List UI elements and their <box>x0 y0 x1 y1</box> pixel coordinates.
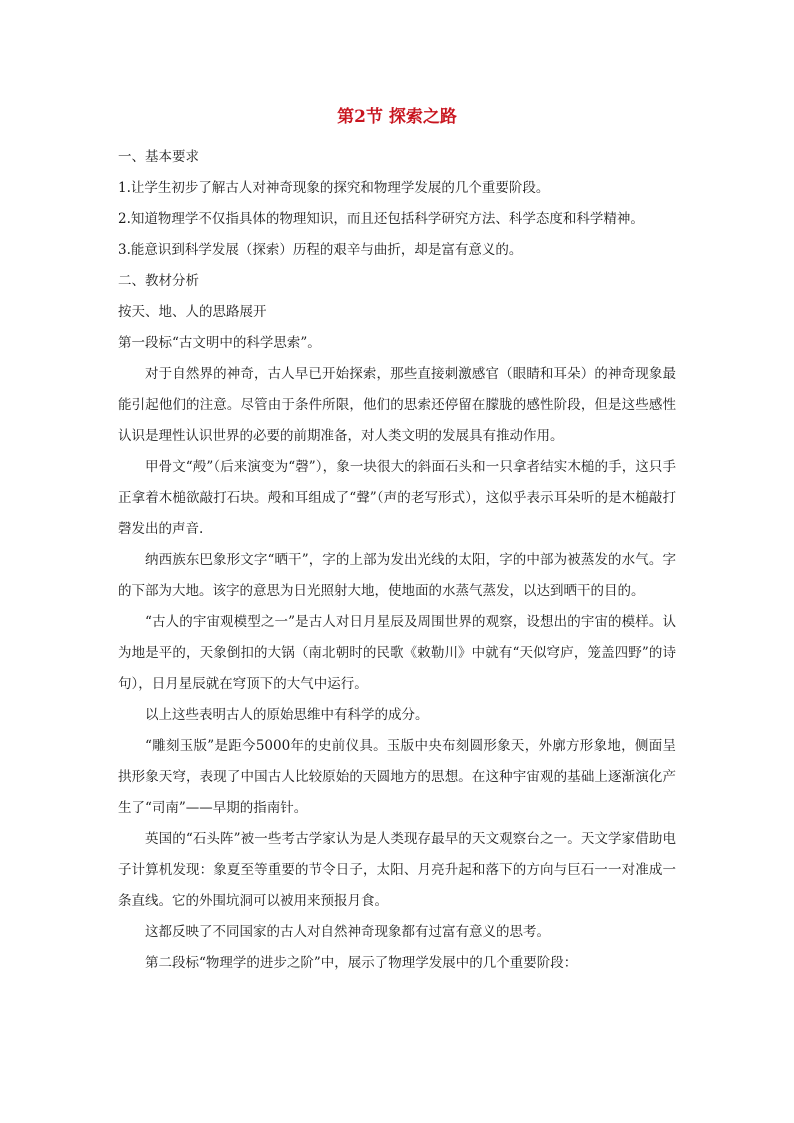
body-paragraph: “雕刻玉版”是距今5000年的史前仪具。玉版中央布刻圆形象天，外廓方形象地，侧面呈拱形象天穹，表现了中国古人比较原始的天圆地方的思想。在这种宇宙观的基础上逐渐演化产生了“司南”——早期的指南针。 <box>118 738 676 816</box>
segment-title: 第一段标“古文明中的科学思索”。 <box>118 335 321 351</box>
section-heading-basic-requirements: 一、基本要求 <box>118 149 199 165</box>
body-paragraph: 以上这些表明古人的原始思维中有科学的成分。 <box>145 707 429 723</box>
body-paragraph: 这都反映了不同国家的古人对自然神奇现象都有过富有意义的思考。 <box>145 924 550 940</box>
document-body <box>118 142 676 979</box>
section-heading-textbook-analysis: 二、教材分析 <box>118 273 199 289</box>
body-paragraph: 对于自然界的神奇，古人早已开始探索，那些直接刺激感官（眼睛和耳朵）的神奇现象最能引起他们的注意。尽管由于条件所限，他们的思索还停留在朦胧的感性阶段，但是这些感性认识是理性认识世界的必要的前期准备，对人类文明的发展具有推动作用。 <box>118 366 676 444</box>
page-title: 第2节 探索之路 <box>337 107 457 127</box>
body-paragraph: “古人的宇宙观模型之一”是古人对日月星辰及周围世界的观察，设想出的宇宙的模样。认为地是平的，天象倒扣的大锅（南北朝时的民歌《敕勒川》中就有“天似穹庐，笼盖四野”的诗句），日月星辰就在穹顶下的大气中运行。 <box>118 614 676 692</box>
requirement-item: 2.知道物理学不仅指具体的物理知识，而且还包括科学研究方法、科学态度和科学精神。 <box>118 211 644 227</box>
body-paragraph: 纳西族东巴象形文字“晒干”，字的上部为发出光线的太阳，字的中部为被蒸发的水气。字的下部为大地。该字的意思为日光照射大地，使地面的水蒸气蒸发，以达到晒干的目的。 <box>118 552 676 599</box>
requirement-item: 1.让学生初步了解古人对神奇现象的探究和物理学发展的几个重要阶段。 <box>118 180 550 196</box>
body-paragraph: 英国的“石头阵”被一些考古学家认为是人类现存最早的天文观察台之一。天文学家借助电子计算机发现：象夏至等重要的节令日子，太阳、月亮升起和落下的方向与巨石一一对准成一条直线。它的外围坑洞可以被用来预报月食。 <box>118 831 676 909</box>
requirement-item: 3.能意识到科学发展（探索）历程的艰辛与曲折，却是富有意义的。 <box>118 242 523 258</box>
outline-line: 按天、地、人的思路展开 <box>118 304 267 320</box>
body-paragraph: 甲骨文“殸”（后来演变为“磬”），象一块很大的斜面石头和一只拿者结实木槌的手，这只手正拿着木槌欲敲打石块。殸和耳组成了“聲”（声的老写形式），这似乎表示耳朵听的是木槌敲打磬发出的声音. <box>118 459 676 537</box>
body-paragraph: 第二段标“物理学的进步之阶”中，展示了物理学发展中的几个重要阶段： <box>145 955 578 971</box>
